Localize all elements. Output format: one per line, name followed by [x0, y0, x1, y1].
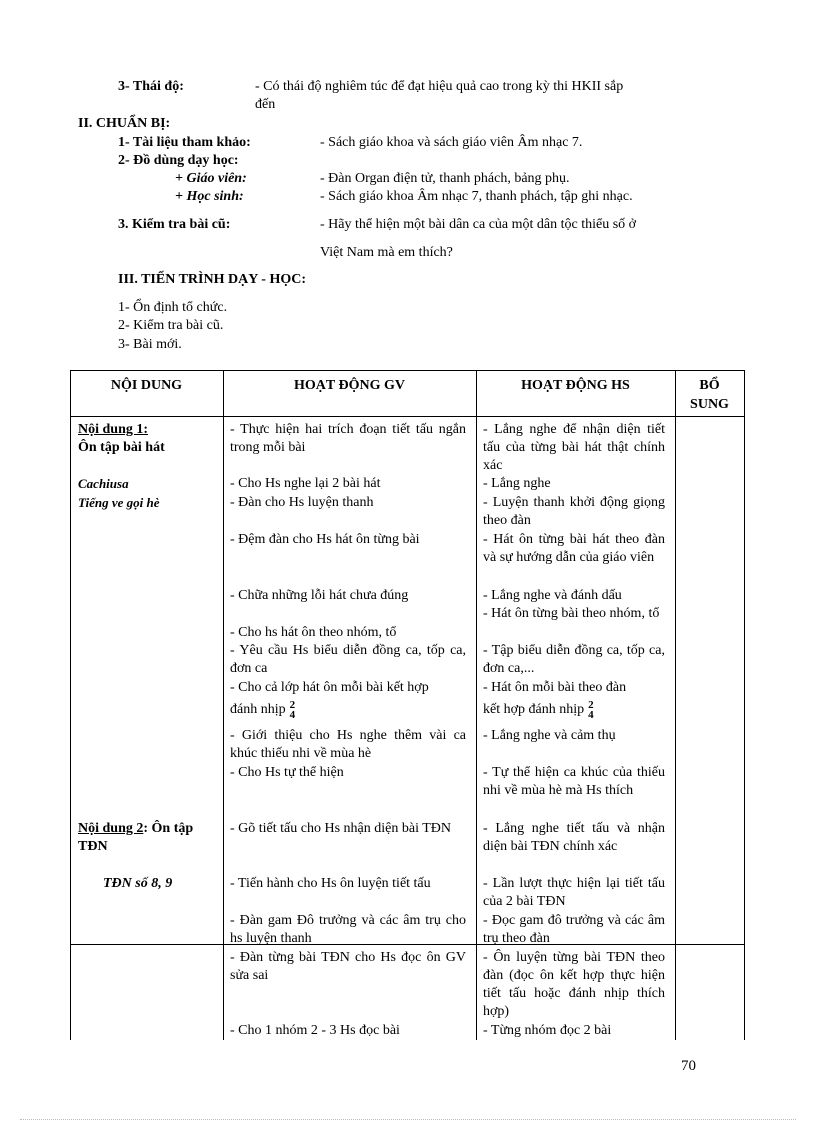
attitude-text: - Có thái độ nghiêm túc để đạt hiệu quả cao trong kỳ thi HKII sắp: [255, 79, 624, 94]
tdn-number: TĐN số 8, 9: [103, 876, 173, 891]
content-1-title: Ôn tập bài hát: [78, 440, 165, 455]
gv-activity: - Tiến hành cho Hs ôn luyện tiết tấu: [230, 876, 431, 891]
hs-activity: - Lần lượt thực hiện lại tiết tấu của 2 bài TĐN: [483, 876, 665, 909]
content-2-label-text: Nội dung 2: [78, 821, 144, 836]
section-2-title: II. CHUẨN BỊ:: [78, 116, 171, 131]
gv-activity: - Cho Hs nghe lại 2 bài hát: [230, 476, 381, 491]
hs-activity: - Hát ôn mỗi bài theo đàn: [483, 680, 627, 695]
reference-label: 1- Tài liệu tham khảo:: [118, 135, 251, 150]
time-signature-2-4: 2 4: [588, 699, 594, 721]
reference-text: - Sách giáo khoa và sách giáo viên Âm nhạc 7.: [320, 135, 583, 150]
hs-activity: - Hát ôn từng bài hát theo đàn và sự hướng dẫn của giáo viên: [483, 532, 665, 565]
gv-activity: - Chữa những lỗi hát chưa đúng: [230, 588, 409, 603]
check-label: 3. Kiểm tra bài cũ:: [118, 217, 231, 232]
gv-activity: - Đệm đàn cho Hs hát ôn từng bài: [230, 532, 420, 547]
gv-activity: - Đàn cho Hs luyện thanh: [230, 495, 374, 510]
gv-activity-text: đánh nhịp: [230, 702, 286, 718]
attitude-label: 3- Thái độ:: [118, 79, 184, 94]
section-3-title: III. TIẾN TRÌNH DẠY - HỌC:: [118, 272, 306, 287]
check-text-cont: Việt Nam mà em thích?: [320, 245, 453, 260]
song-tieng-ve-goi-he: Tiếng ve gọi hè: [78, 495, 160, 510]
gv-activity: - Đàn gam Đô trưởng và các âm trụ cho hs luyện thanh: [230, 913, 466, 946]
gv-activity: - Cho cả lớp hát ôn mỗi bài kết hợp: [230, 680, 429, 695]
header-student-activity: HOẠT ĐỘNG HS: [521, 378, 630, 393]
gv-activity: - Cho 1 nhóm 2 - 3 Hs đọc bài: [230, 1023, 400, 1038]
content-1-label: Nội dung 1:: [78, 422, 149, 437]
hs-activity: - Tự thể hiện ca khúc của thiếu nhi về mùa hè mà Hs thích: [483, 765, 665, 798]
hs-activity: - Hát ôn từng bài theo nhóm, tổ: [483, 606, 660, 621]
teacher-text: - Đàn Organ điện tử, thanh phách, bảng phụ.: [320, 171, 570, 186]
gv-activity: - Giới thiệu cho Hs nghe thêm vài ca khúc thiếu nhi về mùa hè: [230, 728, 466, 761]
teacher-label: + Giáo viên:: [175, 171, 247, 186]
attitude-text-cont: đến: [255, 97, 276, 112]
gv-activity: - Yêu cầu Hs biểu diễn đồng ca, tốp ca, đơn ca: [230, 643, 466, 676]
page-number: 70: [681, 1058, 696, 1074]
tools-label: 2- Đồ dùng dạy học:: [118, 153, 239, 168]
gv-activity: - Thực hiện hai trích đoạn tiết tấu ngắn trong mỗi bài: [230, 422, 466, 455]
hs-activity: [483, 700, 594, 720]
hs-activity: - Lắng nghe và đánh dấu: [483, 588, 622, 603]
hs-activity: - Lắng nghe để nhận diện tiết tấu của từng bài hát thật chính xác: [483, 422, 665, 473]
hs-activity: - Lắng nghe tiết tấu và nhận diện bài TĐN chính xác: [483, 821, 665, 854]
step-2: 2- Kiểm tra bài cũ.: [118, 318, 224, 333]
hs-activity: - Từng nhóm đọc 2 bài: [483, 1023, 612, 1038]
gv-activity: - Đàn từng bài TĐN cho Hs đọc ôn GV sửa sai: [230, 950, 466, 983]
song-cachiusa: Cachiusa: [78, 476, 129, 491]
footer-divider: [20, 1119, 796, 1120]
content-2-title: TĐN: [78, 839, 108, 854]
hs-activity: - Lắng nghe và cảm thụ: [483, 728, 616, 743]
hs-activity: - Đọc gam đô trưởng và các âm trụ theo đàn: [483, 913, 665, 946]
gv-activity: - Cho hs hát ôn theo nhóm, tổ: [230, 625, 397, 640]
hs-activity-text: kết hợp đánh nhịp: [483, 702, 585, 718]
hs-activity: - Luyện thanh khởi động giọng theo đàn: [483, 495, 665, 528]
student-text: - Sách giáo khoa Âm nhạc 7, thanh phách, tập ghi nhạc.: [320, 189, 633, 204]
student-label: + Học sinh:: [175, 189, 244, 204]
check-text: - Hãy thể hiện một bài dân ca của một dân tộc thiểu số ở: [320, 217, 637, 232]
gv-activity: [230, 700, 295, 720]
hs-activity: - Ôn luyện từng bài TĐN theo đàn (đọc ôn kết hợp thực hiện tiết tấu hoặc đánh nhịp thích hợp): [483, 950, 665, 1019]
content-2-label-rest: : Ôn tập: [143, 821, 194, 836]
header-content: NỘI DUNG: [110, 378, 183, 393]
time-signature-2-4: 2 4: [289, 699, 296, 721]
header-teacher-activity: HOẠT ĐỘNG GV: [294, 378, 405, 393]
header-supplement-2: SUNG: [690, 397, 729, 412]
step-1: 1- Ổn định tổ chức.: [118, 300, 228, 315]
header-supplement-1: BỔ: [699, 378, 720, 393]
gv-activity: - Cho Hs tự thể hiện: [230, 765, 344, 780]
step-3: 3- Bài mới.: [118, 337, 182, 352]
gv-activity: - Gõ tiết tấu cho Hs nhận diện bài TĐN: [230, 821, 451, 836]
content-2-label: [78, 820, 193, 838]
hs-activity: - Tập biểu diễn đồng ca, tốp ca, đơn ca,...: [483, 643, 665, 676]
hs-activity: - Lắng nghe: [483, 476, 551, 491]
